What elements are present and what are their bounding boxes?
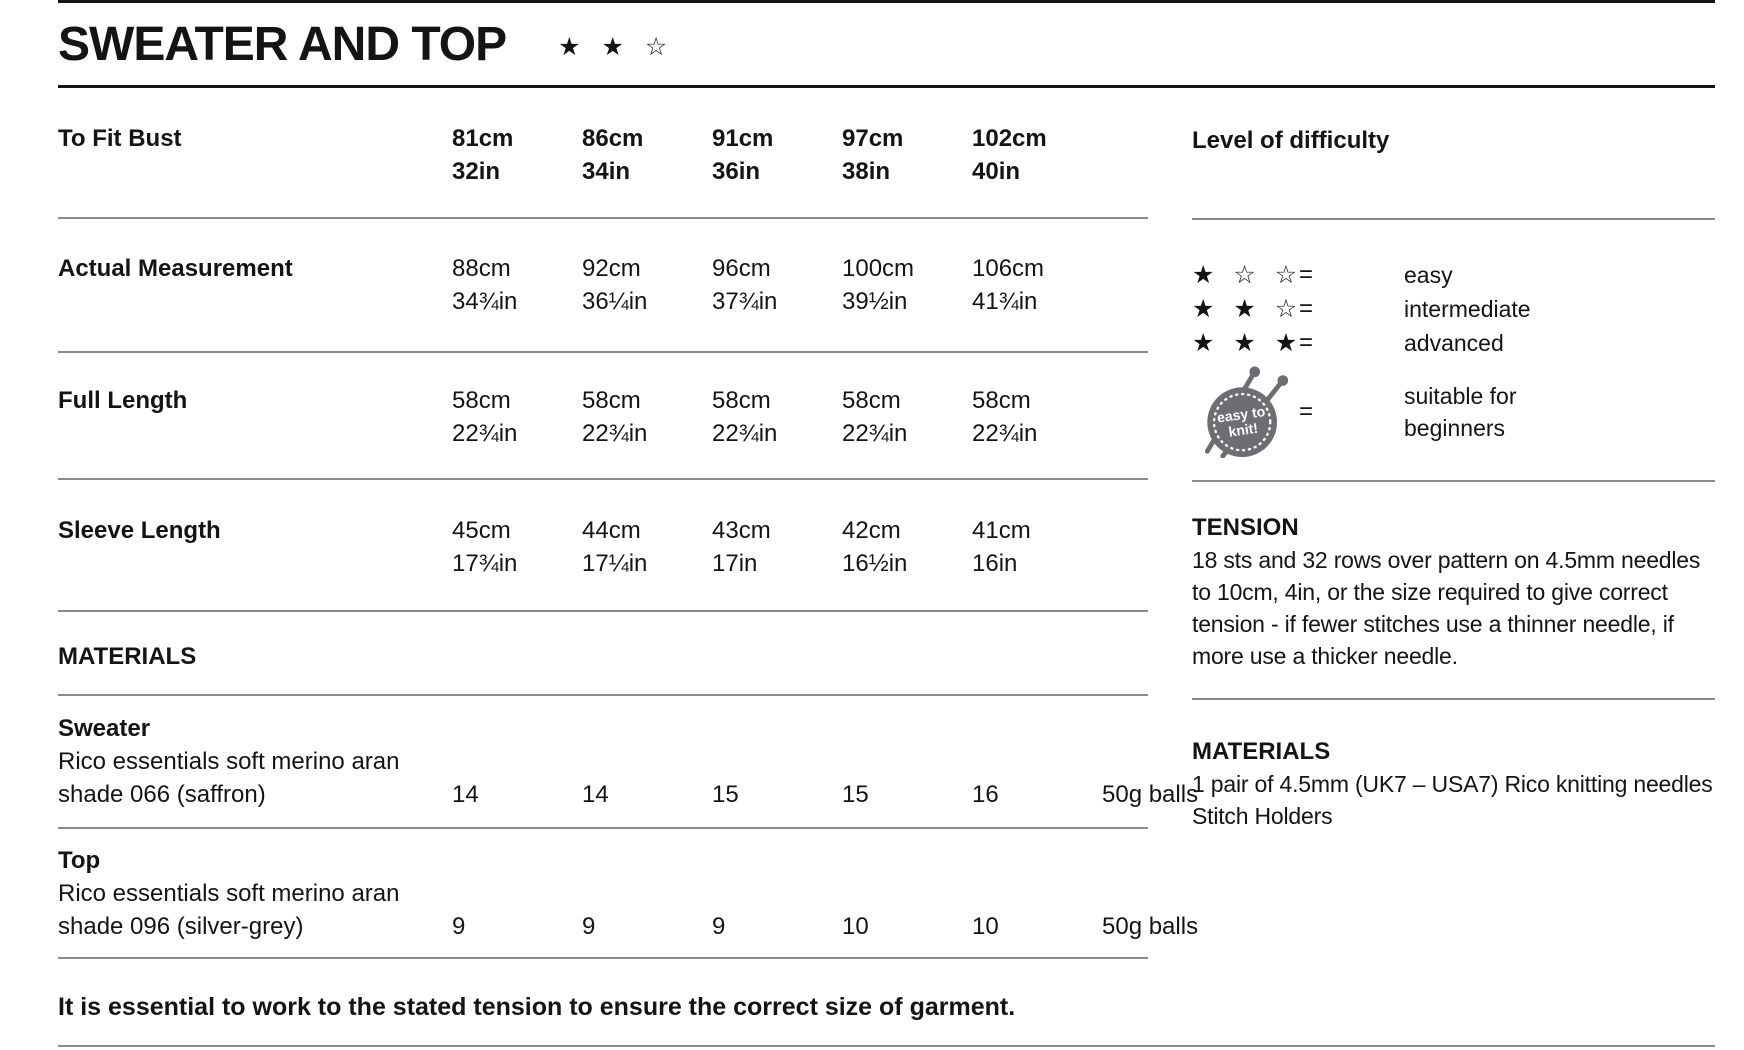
ball-count-4: 15 bbox=[842, 781, 869, 808]
equals-sign: = bbox=[1299, 261, 1314, 288]
size-materials-table bbox=[58, 88, 1199, 959]
size-col-4 bbox=[842, 514, 972, 580]
stitch-holders-line: Stitch Holders bbox=[1192, 803, 1333, 829]
size-value-imperial: 17in bbox=[712, 550, 758, 577]
size-col-3 bbox=[712, 514, 842, 580]
tension-section bbox=[1192, 482, 1715, 700]
size-value-metric: 45cm bbox=[452, 517, 511, 544]
size-value-imperial: 17¼in bbox=[582, 550, 648, 577]
page-title: SWEATER AND TOP bbox=[58, 17, 507, 71]
size-col-1 bbox=[452, 252, 582, 318]
size-value-metric: 58cm bbox=[712, 387, 771, 414]
size-col-5 bbox=[972, 122, 1102, 188]
size-col-2 bbox=[582, 122, 712, 188]
yarn-shade: shade 096 (silver-grey) bbox=[58, 913, 304, 940]
material-name: Sweater bbox=[58, 715, 151, 742]
size-value-metric: 97cm bbox=[842, 125, 904, 152]
materials-section-heading bbox=[58, 612, 1148, 696]
size-value-metric: 106cm bbox=[972, 255, 1045, 282]
size-col-1 bbox=[452, 122, 582, 188]
size-col-3 bbox=[712, 252, 842, 318]
size-value-metric: 91cm bbox=[712, 125, 774, 152]
size-col-2 bbox=[582, 252, 712, 318]
size-value-metric: 88cm bbox=[452, 255, 511, 282]
tension-text-line: tension - if fewer stitches use a thinner needle, if bbox=[1192, 611, 1674, 637]
size-value-imperial: 38in bbox=[842, 158, 891, 185]
size-col-2 bbox=[582, 384, 712, 450]
equals-sign: = bbox=[1299, 329, 1314, 356]
legend-row-easy bbox=[1192, 258, 1715, 292]
size-value-imperial: 32in bbox=[452, 158, 501, 185]
size-value-imperial: 36¼in bbox=[582, 288, 648, 315]
size-value-imperial: 22¾in bbox=[582, 420, 648, 447]
yarn-name: Rico essentials soft merino aran bbox=[58, 748, 400, 775]
easy-to-knit-badge-icon bbox=[1192, 366, 1302, 458]
size-value-imperial: 34¾in bbox=[452, 288, 518, 315]
size-col-4 bbox=[842, 252, 972, 318]
size-value-imperial: 22¾in bbox=[972, 420, 1038, 447]
badge-text-line2: knit! bbox=[1227, 419, 1259, 440]
size-value-metric: 41cm bbox=[972, 517, 1031, 544]
size-col-4 bbox=[842, 122, 972, 188]
size-value-metric: 100cm bbox=[842, 255, 915, 282]
size-value-metric: 43cm bbox=[712, 517, 771, 544]
size-col-3 bbox=[712, 384, 842, 450]
size-value-imperial: 39½in bbox=[842, 288, 908, 315]
material-item-sweater bbox=[58, 696, 1199, 829]
table-row-to-fit-bust bbox=[58, 88, 1148, 219]
ball-count-5: 10 bbox=[972, 913, 999, 940]
size-value-imperial: 16½in bbox=[842, 550, 908, 577]
difficulty-stars-icon: ★ ★ ☆ bbox=[558, 33, 675, 61]
ball-count-1: 9 bbox=[452, 913, 466, 940]
material-info bbox=[58, 712, 452, 811]
size-value-metric: 42cm bbox=[842, 517, 901, 544]
one-star-icon: ★ ☆ ☆ bbox=[1192, 261, 1304, 289]
legend-row-beginners bbox=[1192, 366, 1715, 458]
size-value-imperial: 22¾in bbox=[842, 420, 908, 447]
ball-count-2: 14 bbox=[582, 781, 609, 808]
difficulty-legend bbox=[1192, 220, 1715, 482]
size-value-metric: 58cm bbox=[582, 387, 641, 414]
material-info bbox=[58, 844, 452, 943]
tension-text-line: 18 sts and 32 rows over pattern on 4.5mm needles bbox=[1192, 547, 1701, 573]
badge-text-line1: easy to bbox=[1215, 403, 1267, 426]
legend-label: easy bbox=[1404, 261, 1453, 288]
page-content bbox=[58, 0, 1715, 1047]
ball-count-3: 9 bbox=[712, 913, 726, 940]
size-value-metric: 86cm bbox=[582, 125, 644, 152]
size-value-imperial: 22¾in bbox=[452, 420, 518, 447]
ball-count-2: 9 bbox=[582, 913, 596, 940]
material-name: Top bbox=[58, 847, 101, 874]
table-row-actual-measurement bbox=[58, 219, 1148, 353]
legend-row-intermediate bbox=[1192, 292, 1715, 326]
ball-unit: 50g balls bbox=[1102, 913, 1199, 940]
page-header bbox=[58, 0, 1715, 88]
size-value-metric: 58cm bbox=[452, 387, 511, 414]
tension-text-line: to 10cm, 4in, or the size required to give correct bbox=[1192, 579, 1668, 605]
equals-sign: = bbox=[1299, 295, 1314, 322]
size-value-metric: 58cm bbox=[842, 387, 901, 414]
size-col-5 bbox=[972, 514, 1102, 580]
size-value-metric: 92cm bbox=[582, 255, 641, 282]
size-value-metric: 81cm bbox=[452, 125, 514, 152]
size-value-imperial: 37¾in bbox=[712, 288, 778, 315]
ball-count-1: 14 bbox=[452, 781, 479, 808]
two-column-layout bbox=[58, 88, 1715, 959]
ball-count-5: 16 bbox=[972, 781, 999, 808]
size-value-metric: 102cm bbox=[972, 125, 1047, 152]
section-heading: MATERIALS bbox=[58, 643, 197, 670]
row-label: To Fit Bust bbox=[58, 125, 182, 152]
level-of-difficulty-section bbox=[1192, 88, 1715, 220]
section-heading: TENSION bbox=[1192, 514, 1299, 541]
size-col-4 bbox=[842, 384, 972, 450]
size-value-imperial: 16in bbox=[972, 550, 1018, 577]
legend-label: advanced bbox=[1404, 329, 1504, 356]
size-value-imperial: 36in bbox=[712, 158, 761, 185]
size-value-metric: 44cm bbox=[582, 517, 641, 544]
needles-line: 1 pair of 4.5mm (UK7 – USA7) Rico knitting needles bbox=[1192, 771, 1713, 797]
ball-count-4: 10 bbox=[842, 913, 869, 940]
size-value-imperial: 17¾in bbox=[452, 550, 518, 577]
tension-text-line: more use a thicker needle. bbox=[1192, 643, 1458, 669]
section-heading: Level of difficulty bbox=[1192, 127, 1390, 154]
difficulty-tension-panel bbox=[1192, 88, 1715, 832]
essential-tension-note: It is essential to work to the stated tension to ensure the correct size of garment. bbox=[58, 959, 1715, 1047]
table-row-sleeve-length bbox=[58, 480, 1148, 612]
legend-row-advanced bbox=[1192, 326, 1715, 360]
row-label: Actual Measurement bbox=[58, 255, 293, 282]
yarn-name: Rico essentials soft merino aran bbox=[58, 880, 400, 907]
size-col-5 bbox=[972, 252, 1102, 318]
size-value-imperial: 40in bbox=[972, 158, 1021, 185]
legend-label: intermediate bbox=[1404, 295, 1531, 322]
material-item-top bbox=[58, 829, 1199, 959]
size-col-1 bbox=[452, 384, 582, 450]
row-label: Full Length bbox=[58, 387, 188, 414]
legend-label-line2: beginners bbox=[1404, 415, 1506, 441]
ball-count-3: 15 bbox=[712, 781, 739, 808]
materials-right-section bbox=[1192, 700, 1715, 832]
size-value-metric: 58cm bbox=[972, 387, 1031, 414]
legend-label bbox=[1404, 380, 1715, 444]
size-col-1 bbox=[452, 514, 582, 580]
yarn-shade: shade 066 (saffron) bbox=[58, 781, 266, 808]
three-star-icon: ★ ★ ★ bbox=[1192, 329, 1304, 357]
size-value-imperial: 41¾in bbox=[972, 288, 1038, 315]
ball-unit: 50g balls bbox=[1102, 781, 1199, 808]
size-col-2 bbox=[582, 514, 712, 580]
size-value-imperial: 34in bbox=[582, 158, 631, 185]
row-label: Sleeve Length bbox=[58, 517, 221, 544]
legend-label-line1: suitable for bbox=[1404, 383, 1517, 409]
equals-sign: = bbox=[1299, 398, 1314, 425]
size-col-3 bbox=[712, 122, 842, 188]
two-star-icon: ★ ★ ☆ bbox=[1192, 295, 1304, 323]
section-heading: MATERIALS bbox=[1192, 738, 1331, 765]
size-value-imperial: 22¾in bbox=[712, 420, 778, 447]
size-col-5 bbox=[972, 384, 1102, 450]
size-value-metric: 96cm bbox=[712, 255, 771, 282]
table-row-full-length bbox=[58, 353, 1148, 480]
